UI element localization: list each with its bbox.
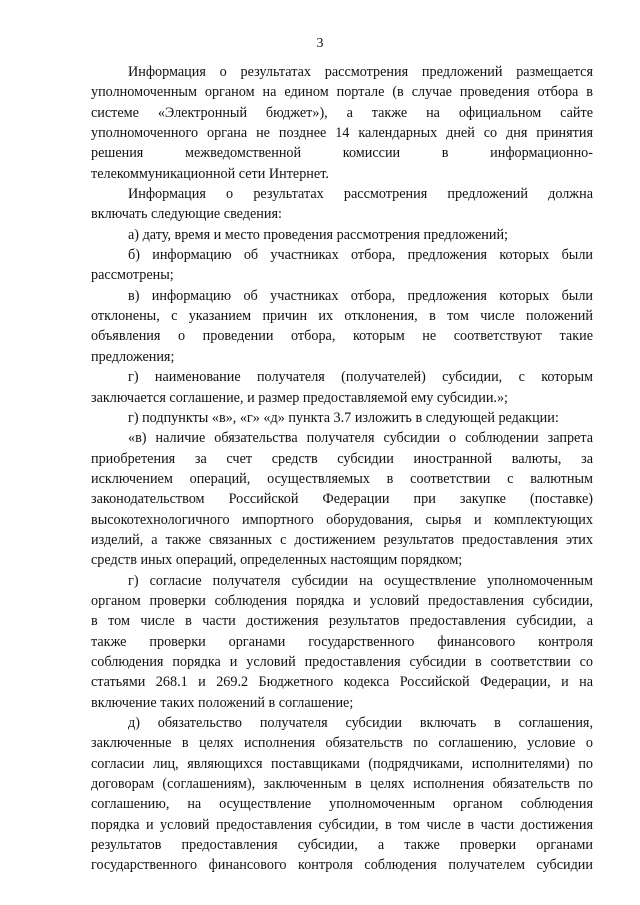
text-line: договорам (соглашениям), заключенным в целях исполнения обязательств по [91,776,593,793]
text-line: органом проверки соблюдения порядка и условий предоставления субсидии, [91,592,593,609]
text-line: д) обязательство получателя субсидии включать в соглашения, [128,715,593,731]
text-line: заключенные в целях исполнения обязательств по соглашению, условие о [91,735,593,752]
text-line: рассмотрены; [91,267,174,284]
text-line: включение таких положений в соглашение; [91,694,354,711]
text-line: объявления о проведении отбора, которым не соответствуют такие [91,328,593,345]
text-line: приобретения за счет средств субсидии иностранной валюты, за [91,450,593,467]
text-line: системе «Электронный бюджет»), а также на официальном сайте [91,104,593,121]
text-line: уполномоченного органа не позднее 14 календарных дней со дня принятия [91,125,593,142]
text-line: изделий, а также связанных с достижением результатов предоставления этих [91,531,593,548]
text-line: исключением операций, осуществляемых в соответствии с валютным [91,470,593,487]
text-line: соблюдения порядка и условий предоставления субсидии в соответствии со [91,653,593,670]
text-line: в) информацию об участниках отбора, предложения которых были [128,287,593,304]
text-line: «в) наличие обязательства получателя субсидии о соблюдении запрета [128,430,593,447]
text-line: г) подпункты «в», «г» «д» пункта 3.7 изложить в следующей редакции: [128,409,559,426]
text-line: предложения; [91,348,175,365]
document-body [91,62,593,876]
text-line: решения межведомственной комиссии в информационно- [91,145,593,162]
text-line: заключается соглашение, и размер предоставляемой ему субсидии.»; [91,389,508,406]
text-line: включать следующие сведения: [91,206,282,223]
text-line: соглашению, на осуществление уполномоченным органом соблюдения [91,796,593,813]
text-line: средств иных операций, определенных настоящим порядком; [91,552,463,569]
text-line: Информация о результатах рассмотрения предложений должна [128,186,593,203]
text-line: согласии лиц, являющихся поставщиками (подрядчиками, исполнителями) по [91,755,593,772]
text-line: г) наименование получателя (получателей) субсидии, с которым [128,369,593,386]
text-line: государственного финансового контроля соблюдения получателем субсидии [91,857,593,874]
text-line: порядка и условий предоставления субсидии, в том числе в части достижения [91,816,593,833]
text-line: а) дату, время и место проведения рассмотрения предложений; [128,226,508,243]
page-number: 3 [316,36,324,51]
text-line: высокотехнологичного импортного оборудования, сырья и комплектующих [91,511,593,528]
text-line: также проверки органами государственного финансового контроля [91,633,593,650]
text-line: уполномоченным органом на едином портале (в случае проведения отбора в [91,84,593,101]
text-line: законодательством Российской Федерации при закупке (поставке) [91,491,593,508]
text-line: результатов предоставления субсидии, а также проверки органами [91,837,593,854]
text-line: телекоммуникационной сети Интернет. [91,165,329,182]
text-line: отклонены, с указанием причин их отклонения, в том числе положений [91,308,593,325]
text-line: Информация о результатах рассмотрения предложений размещается [128,64,593,80]
text-line: статьями 268.1 и 269.2 Бюджетного кодекса Российской Федерации, и на [91,674,593,691]
text-line: б) информацию об участниках отбора, предложения которых были [128,247,593,264]
text-line: г) согласие получателя субсидии на осуществление уполномоченным [128,572,593,589]
text-line: в том числе в части достижения результатов предоставления субсидии, а [91,613,593,630]
